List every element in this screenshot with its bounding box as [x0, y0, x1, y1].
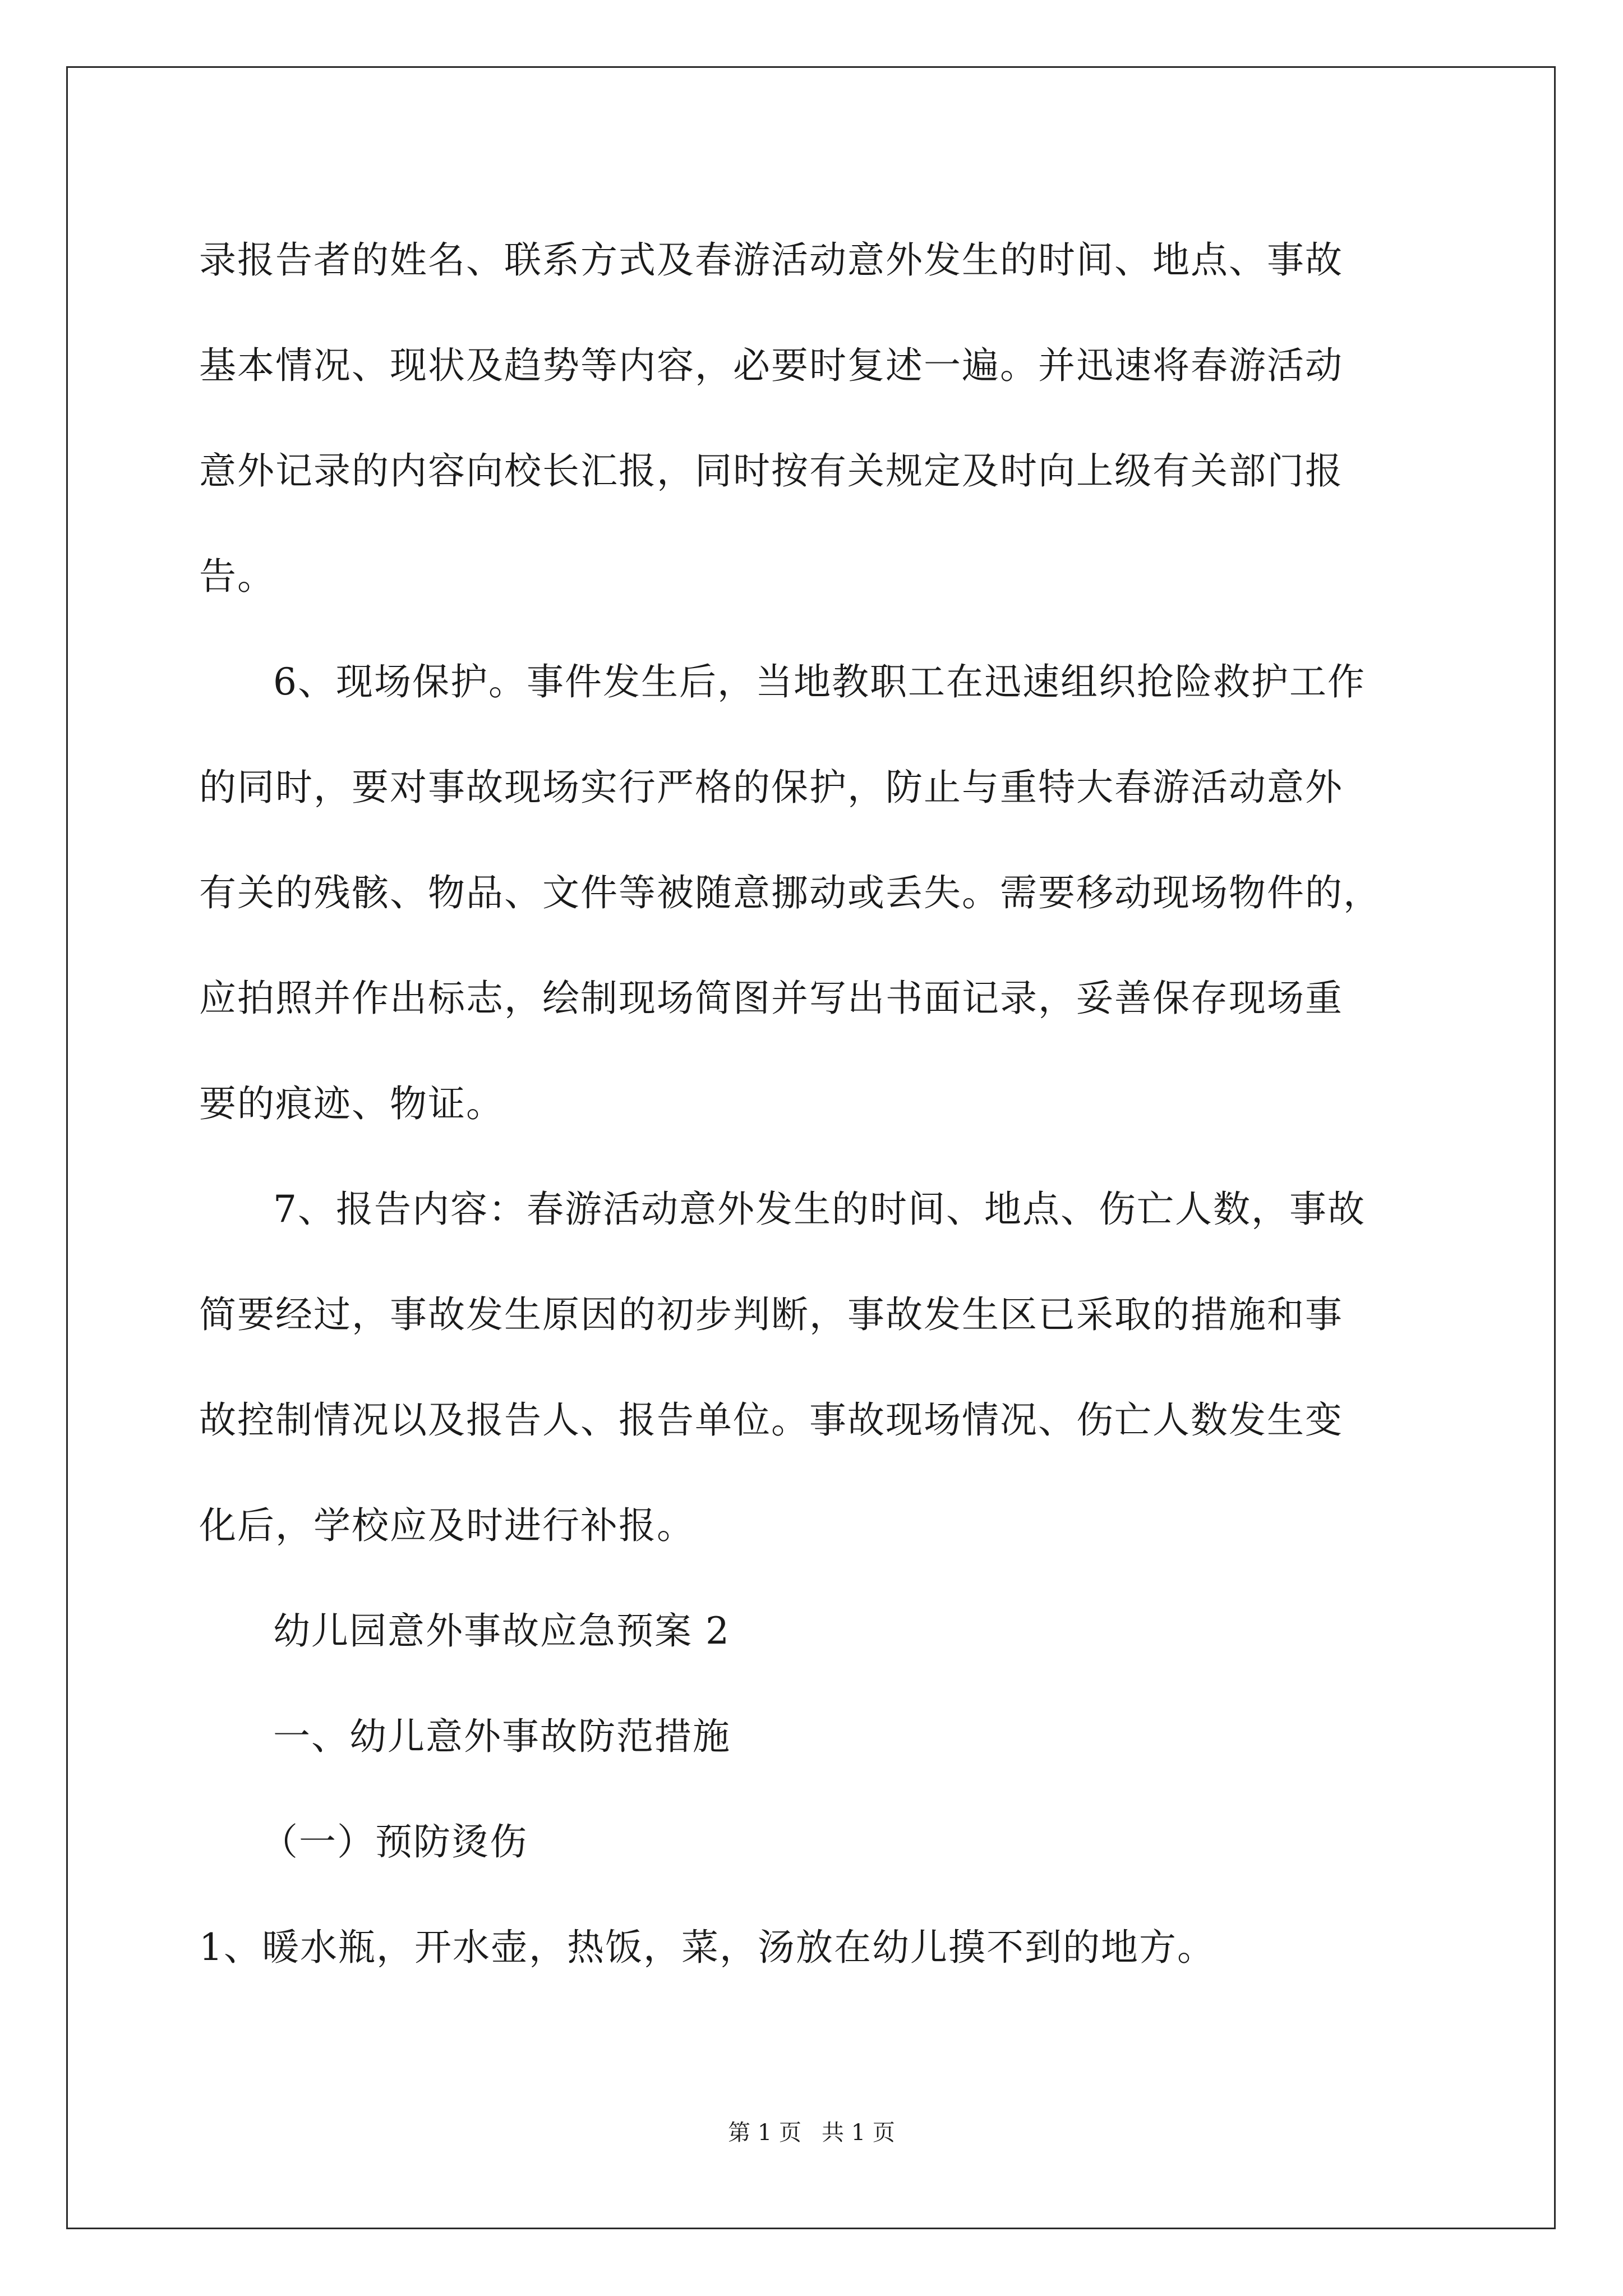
- text-line: 有关的残骸、物品、文件等被随意挪动或丢失。需要移动现场物件的，: [199, 871, 1381, 914]
- section-heading: 一、幼儿意外事故防范措施: [273, 1715, 731, 1758]
- section-title: 幼儿园意外事故应急预案 2: [273, 1609, 730, 1653]
- document-body: [199, 208, 1433, 2000]
- text-line: 意外记录的内容向校长汇报，同时按有关规定及时向上级有关部门报: [199, 449, 1343, 493]
- text-line: 应拍照并作出标志，绘制现场简图并写出书面记录，妥善保存现场重: [199, 977, 1343, 1020]
- text-line: 故控制情况以及报告人、报告单位。事故现场情况、伤亡人数发生变: [199, 1398, 1343, 1442]
- text-line: 简要经过，事故发生原因的初步判断，事故发生区已采取的措施和事: [199, 1293, 1343, 1336]
- subsection-heading: （一）预防烫伤: [261, 1820, 528, 1864]
- list-item: 1、暖水瓶，开水壶，热饭，菜，汤放在幼儿摸不到的地方。: [199, 1926, 1215, 1969]
- page-total: 共 1 页: [822, 2120, 895, 2146]
- text-line: 化后，学校应及时进行补报。: [199, 1504, 695, 1547]
- text-line: 告。: [199, 555, 275, 598]
- paragraph-start-7: 7、报告内容：春游活动意外发生的时间、地点、伤亡人数，事故: [273, 1188, 1366, 1231]
- page-footer: [0, 2115, 1623, 2147]
- text-line: 的同时，要对事故现场实行严格的保护，防止与重特大春游活动意外: [199, 766, 1343, 809]
- text-line: 要的痕迹、物证。: [199, 1082, 504, 1125]
- paragraph-start-6: 6、现场保护。事件发生后，当地教职工在迅速组织抢险救护工作: [273, 660, 1366, 703]
- page-number: 第 1 页: [728, 2120, 801, 2146]
- text-line: 录报告者的姓名、联系方式及春游活动意外发生的时间、地点、事故: [199, 238, 1343, 282]
- text-line: 基本情况、现状及趋势等内容，必要时复述一遍。并迅速将春游活动: [199, 344, 1343, 387]
